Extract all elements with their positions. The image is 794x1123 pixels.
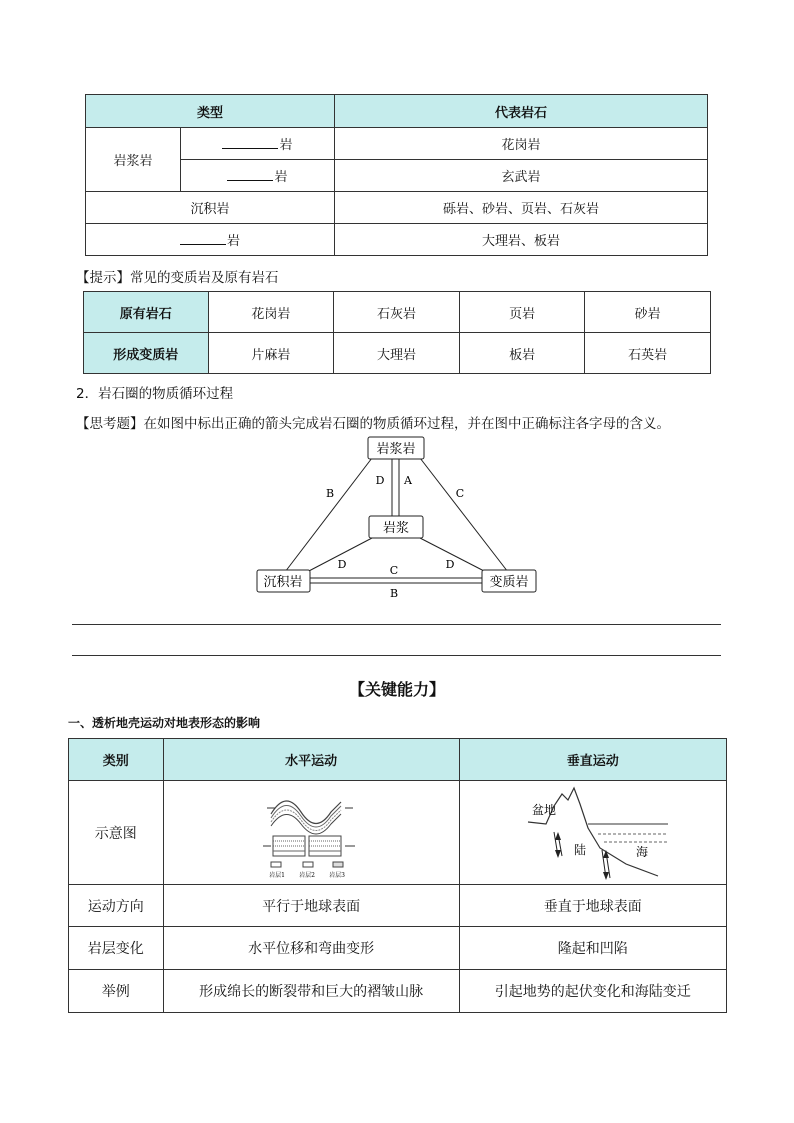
legend-layer-1: 岩层1 (269, 871, 285, 879)
metamorphic-rock-cell: 片麻岩 (208, 333, 334, 374)
metamorphic-rock-cell: 板岩 (459, 333, 585, 374)
horizontal-direction: 平行于地球表面 (163, 885, 459, 927)
section-1-title: 一、透析地壳运动对地表形态的影响 (68, 716, 261, 730)
vertical-direction: 垂直于地球表面 (459, 885, 726, 927)
fill-blank-cell-3[interactable]: 岩 (86, 224, 335, 256)
header-horizontal: 水平运动 (163, 739, 459, 781)
vertical-layer-change: 隆起和凹陷 (459, 927, 726, 970)
metamorphic-rock-examples: 大理岩、板岩 (335, 224, 708, 256)
letter-b-bottom: B (389, 587, 399, 600)
label-magma: 岩浆 (382, 521, 410, 536)
horizontal-example: 形成绵长的断裂带和巨大的褶皱山脉 (163, 970, 459, 1013)
header-representative-rock: 代表岩石 (335, 95, 708, 128)
key-ability-title: 【关键能力】 (348, 680, 445, 699)
metamorphic-rock-label: 形成变质岩 (84, 333, 209, 374)
original-rock-cell: 页岩 (459, 292, 585, 333)
fill-blank-cell-1[interactable]: 岩 (181, 128, 335, 160)
original-rock-label: 原有岩石 (84, 292, 209, 333)
sedimentary-rock-examples: 砾岩、砂岩、页岩、石灰岩 (335, 192, 708, 224)
fold-diagram (261, 784, 361, 882)
label-sea: 海 (635, 844, 648, 859)
section-2-title: 2．岩石圈的物质循环过程 (76, 386, 234, 402)
letter-d-right: D (445, 558, 455, 571)
letter-b-left: B (325, 487, 335, 500)
row-label-direction: 运动方向 (69, 885, 164, 927)
label-metamorphic: 变质岩 (489, 575, 529, 590)
vertical-movement-figure (459, 781, 726, 885)
horizontal-layer-change: 水平位移和弯曲变形 (163, 927, 459, 970)
crustal-movement-table (68, 738, 727, 1013)
label-basin: 盆地 (531, 802, 556, 817)
answer-line-1[interactable] (72, 624, 721, 625)
rock-basalt: 玄武岩 (335, 160, 708, 192)
letter-c-right: C (455, 487, 465, 500)
row-label-example: 举例 (69, 970, 164, 1013)
sedimentary-rock-label: 沉积岩 (86, 192, 335, 224)
uplift-diagram (518, 784, 668, 882)
label-igneous: 岩浆岩 (376, 442, 416, 457)
header-category: 类别 (69, 739, 164, 781)
header-vertical: 垂直运动 (459, 739, 726, 781)
answer-line-2[interactable] (72, 655, 721, 656)
rock-granite: 花岗岩 (335, 128, 708, 160)
row-label-layer-change: 岩层变化 (69, 927, 164, 970)
label-land: 陆 (573, 842, 586, 857)
vertical-example: 引起地势的起伏变化和海陆变迁 (459, 970, 726, 1013)
header-type: 类型 (86, 95, 335, 128)
metamorphic-rock-cell: 大理岩 (334, 333, 460, 374)
letter-a-top: A (404, 474, 412, 487)
legend-layer-2: 岩层2 (299, 871, 315, 879)
horizontal-movement-figure (163, 781, 459, 885)
hint-text: 【提示】常见的变质岩及原有岩石 (76, 270, 279, 286)
original-rock-cell: 石灰岩 (334, 292, 460, 333)
metamorphic-rock-cell: 石英岩 (585, 333, 711, 374)
letter-d-left: D (337, 558, 347, 571)
original-rock-cell: 花岗岩 (208, 292, 334, 333)
legend-layer-3: 岩层3 (329, 871, 345, 879)
letter-d-top: D (375, 474, 385, 487)
label-sedimentary: 沉积岩 (263, 575, 303, 590)
line-top-left (285, 458, 372, 572)
letter-c-middle: C (389, 564, 399, 577)
question-text: 【思考题】在如图中标出正确的箭头完成岩石圈的物质循环过程，并在图中正确标注各字母的含义。 (76, 416, 670, 432)
diagram-row-label: 示意图 (69, 781, 164, 885)
magmatic-rock-label: 岩浆岩 (86, 128, 181, 192)
fill-blank-cell-2[interactable]: 岩 (181, 160, 335, 192)
line-top-right (420, 458, 508, 572)
original-rock-cell: 砂岩 (585, 292, 711, 333)
